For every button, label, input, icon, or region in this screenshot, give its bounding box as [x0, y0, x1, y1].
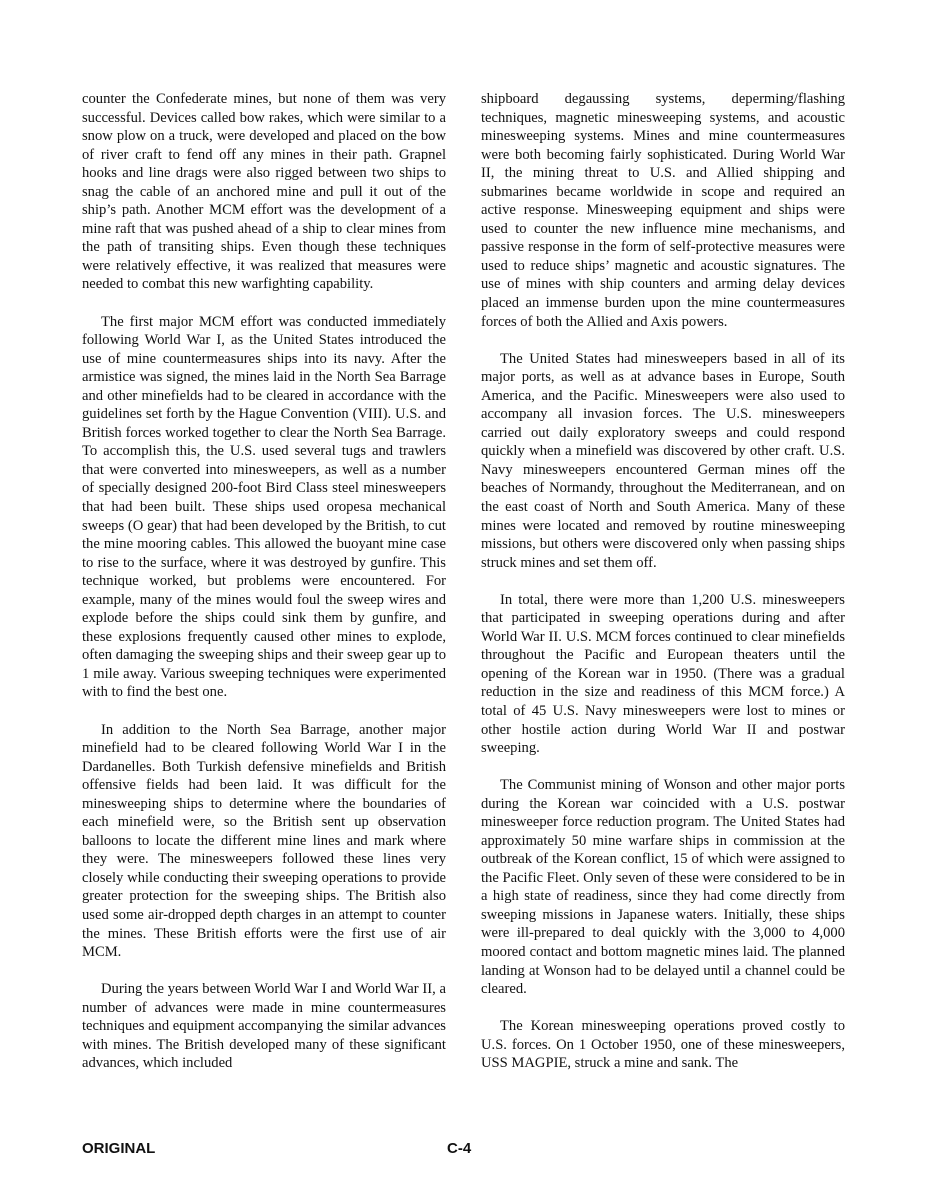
- paragraph: In addition to the North Sea Barrage, another major minefield had to be cleared following World War I in the Dardanelles. Both Turkish defensive minefields and British offensive fields had been laid. It was difficult for the minesweeping ships to determine where the boundaries of each minefield were, so the British sent up observation balloons to locate the different mine lines and mark where they were. The minesweepers followed these lines very closely while conducting their sweeping operations to provide greater protection for the sweeping ships. The British also used some air-dropped depth charges in an attempt to counter the mines. These British efforts were the first use of air MCM.: [82, 721, 446, 961]
- right-column: [481, 90, 845, 1091]
- paragraph: In total, there were more than 1,200 U.S. minesweepers that participated in sweeping operations during and after World War II. U.S. MCM forces continued to clear minefields throughout the Pacific and European theaters until the opening of the Korean war in 1950. (There was a gradual reduction in the size and readiness of this MCM force.) A total of 45 U.S. Navy minesweepers were lost to mines or other hostile action during World War II and postwar sweeping.: [481, 591, 845, 757]
- paragraph: During the years between World War I and World War II, a number of advances were made in mine countermeasures techniques and equipment accompanying the similar advances with mines. The British developed many of these significant advances, which included: [82, 981, 446, 1072]
- paragraph: The Korean minesweeping operations proved costly to U.S. forces. On 1 October 1950, one of these minesweepers, USS MAGPIE, struck a mine and sank. The: [481, 1018, 845, 1072]
- footer-original-label: ORIGINAL: [82, 1140, 156, 1157]
- paragraph: The Communist mining of Wonson and other major ports during the Korean war coincided with a U.S. postwar minesweeper force reduction program. The United States had approximately 50 mine warfare ships in commission at the outbreak of the Korean conflict, 15 of which were assigned to the Pacific Fleet. Only seven of these were considered to be in a high state of readiness, since they had come directly from sweeping missions in Japanese waters. Initially, these ships were ill-prepared to deal quickly with the 3,000 to 4,000 moored contact and bottom magnetic mines laid. The planned landing at Wonson had to be delayed until a channel could be cleared.: [481, 777, 845, 998]
- paragraph: counter the Confederate mines, but none of them was very successful. Devices called bow rakes, which were similar to a snow plow on a truck, were developed and placed on the bow of river craft to fend off any mines in their path. Grapnel hooks and line drags were also rigged between two ships to snag the cable of an anchored mine and pull it out of the ship’s path. Another MCM effort was the development of a mine raft that was pushed ahead of a ship to clear mines from the path of transiting ships. Even though these techniques were relatively effective, it was realized that measures were needed to combat this new warfighting capability.: [82, 91, 446, 293]
- paragraph: The first major MCM effort was conducted immediately following World War I, as the United States introduced the use of mine countermeasures ships into its navy. After the armistice was signed, the mines laid in the North Sea Barrage and other minefields had to be cleared in accordance with the guidelines set forth by the Hague Convention (VIII). U.S. and British forces worked together to clear the North Sea Barrage. To accomplish this, the U.S. used several tugs and trawlers that were converted into minesweepers, as well as a number of specially designed 200-foot Bird Class steel minesweepers that had been built. These ships used oropesa mechanical sweeps (O gear) that had been developed by the British, to cut the mine mooring cables. This allowed the buoyant mine case to rise to the surface, where it was destroyed by gunfire. This technique worked, but problems were encountered. For example, many of the mines would foul the sweep wires and explode before the ships could sink them by gunfire, and these explosions frequently caused other mines to explode, often damaging the sweeping ships and their sweep gear up to 1 mile away. Various sweeping techniques were experimented with to find the best one.: [82, 313, 446, 701]
- left-column: [82, 90, 446, 1091]
- paragraph: shipboard degaussing systems, deperming/flashing techniques, magnetic minesweeping systems, and acoustic minesweeping systems. Mines and mine countermeasures were both becoming fairly sophisticated. During World War II, the mining threat to U.S. and Allied shipping and submarines became worldwide in scope and required an active response. Minesweeping equipment and ships were used to counter the new influence mine mechanisms, and passive response in the form of self-protective measures were used to reduce ships’ magnetic and acoustic signatures. The use of mines with ship counters and arming delay devices placed an immense burden upon the mine countermeasures forces of both the Allied and Axis powers.: [481, 91, 845, 330]
- paragraph: The United States had minesweepers based in all of its major ports, as well as at advance bases in Europe, South America, and the Pacific. Minesweepers were also used to accompany all invasion forces. The U.S. minesweepers carried out daily exploratory sweeps and could respond quickly when a minefield was discovered by other craft. U.S. Navy minesweepers encountered German mines off the beaches of Normandy, throughout the Mediterranean, and on the east coast of North and South America. Many of these mines were located and removed by routine minesweeping missions, but others were discovered only when passing ships struck mines and set them off.: [481, 350, 845, 571]
- page-number: C-4: [447, 1140, 472, 1157]
